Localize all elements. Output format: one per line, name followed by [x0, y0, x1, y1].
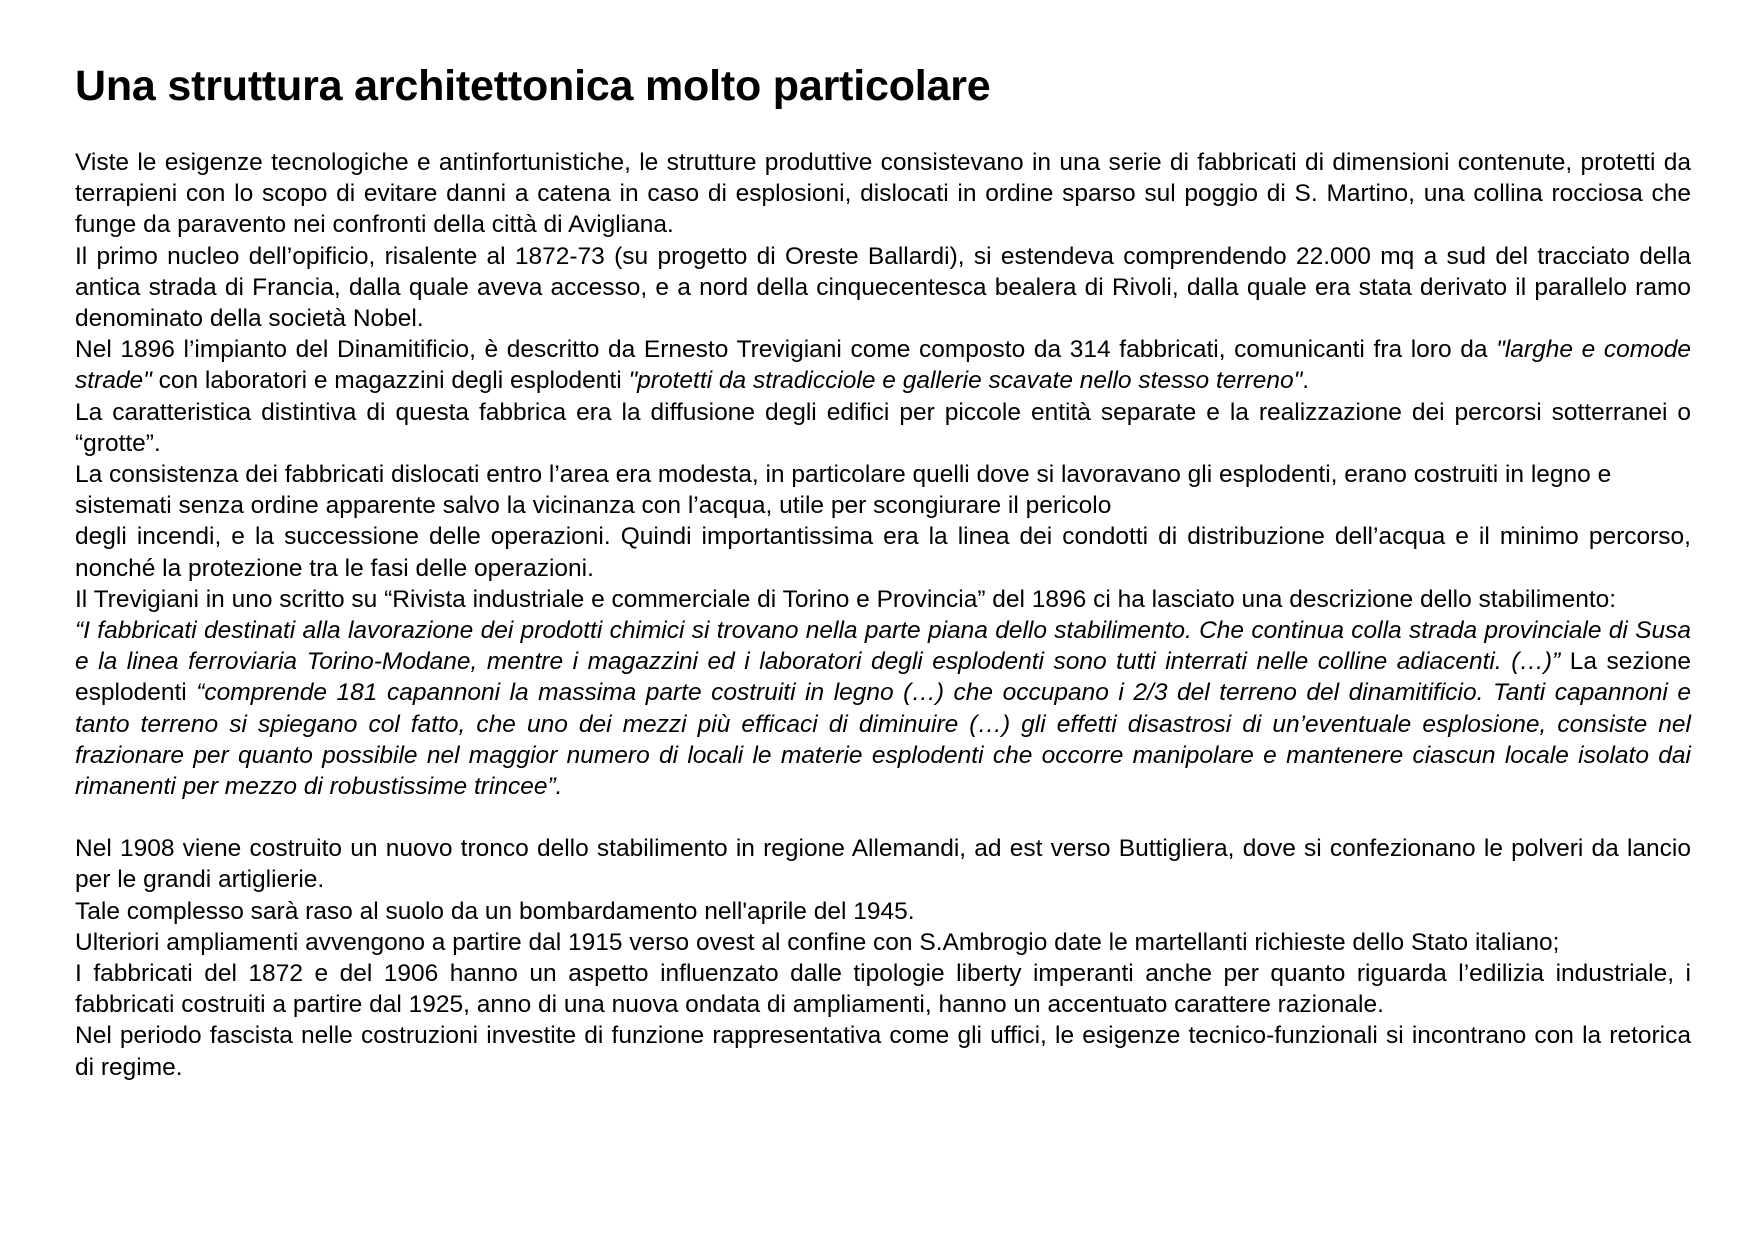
page-title: Una struttura architettonica molto particolare: [75, 62, 991, 110]
paragraph-bombing: Tale complesso sarà raso al suolo da un bombardamento nell'aprile del 1945.: [75, 897, 915, 925]
paragraph-characteristic: La caratteristica distintiva di questa fabbrica era la diffusione degli edifici per piccole entità separate e la realizzazione dei percorsi sotterranei o “grotte”.: [75, 398, 1691, 457]
text-segment: con laboratori e magazzini degli esplodenti: [151, 367, 629, 395]
paragraph-quotation: [75, 615, 1691, 802]
paragraph-first-nucleus: Il primo nucleo dell’opificio, risalente al 1872-73 (su progetto di Oreste Ballardi), si estendeva comprendendo 22.000 mq a sud del tracciato della antica strada di Francia, dalla quale aveva accesso, e a nord della cinquecentesca bealera di Rivoli, dalla quale era stata derivato il parallelo ramo denominato della società Nobel.: [75, 242, 1691, 333]
quote-segment: “comprende 181 capannoni la massima parte costruiti in legno (…) che occupano i 2/3 del terreno del dinamitificio. Tanti capannoni e tanto terreno si spiegano col fatto, che uno dei mezzi più efficaci di diminuire (…) gli effetti disastrosi di un’eventuale esplosione, consiste nel frazionare per quanto possibile nel maggior numero di locali le materie esplodenti che occorre manipolare e mantenere ciascun locale isolato dai rimanenti per mezzo di robustissime trincee”.: [75, 679, 1691, 801]
paragraph-spacer: [75, 802, 1691, 833]
paragraph-intro: Viste le esigenze tecnologiche e antinfortunistiche, le strutture produttive consistevano in una serie di fabbricati di dimensioni contenute, protetti da terrapieni con lo scopo di evitare danni a catena in caso di esplosioni, dislocati in ordine sparso sul poggio di S. Martino, una collina rocciosa che funge da paravento nei confronti della città di Avigliana.: [75, 149, 1691, 239]
text-segment: .: [1302, 367, 1310, 395]
paragraph-consistency: La consistenza dei fabbricati dislocati entro l’area era modesta, in particolare quelli dove si lavoravano gli esplodenti, erano costruiti in legno e sistemati senza ordine apparente salvo la vicinanza con l’acqua, utile per scongiurare il pericolo: [75, 461, 1612, 520]
document-page: [75, 58, 1691, 1083]
paragraph-fires: degli incendi, e la successione delle operazioni. Quindi importantissima era la linea dei condotti di distribuzione dell’acqua e il minimo percorso, nonché la protezione tra le fasi delle operazioni.: [75, 523, 1691, 582]
paragraph-liberty: I fabbricati del 1872 e del 1906 hanno un aspetto influenzato dalle tipologie liberty imperanti anche per quanto riguarda l’edilizia industriale, i fabbricati costruiti a partire dal 1925, anno di una nuova ondata di ampliamenti, hanno un accentuato carattere razionale.: [75, 960, 1691, 1019]
quote-segment: “I fabbricati destinati alla lavorazione dei prodotti chimici si trovano nella parte piana dello stabilimento. Che continua colla strada provinciale di Susa e la linea ferroviaria Torino-Modane, mentre i magazzini ed i laboratori degli esplodenti sono tutti interrati nelle colline adiacenti. (…)”: [75, 617, 1691, 676]
quote-segment: "larghe e comode strade": [75, 336, 1692, 395]
paragraph-trevigiani: Il Trevigiani in uno scritto su “Rivista industriale e commerciale di Torino e Provincia” del 1896 ci ha lasciato una descrizione dello stabilimento:: [75, 585, 1617, 613]
paragraph-fascist-period: Nel periodo fascista nelle costruzioni investite di funzione rappresentativa come gli uffici, le esigenze tecnico-funzionali si incontrano con la retorica di regime.: [75, 1022, 1691, 1081]
paragraph-1908: Nel 1908 viene costruito un nuovo tronco dello stabilimento in regione Allemandi, ad est verso Buttigliera, dove si confezionano le polveri da lancio per le grandi artiglierie.: [75, 835, 1691, 894]
text-segment: La sezione esplodenti: [75, 648, 1691, 707]
paragraph-expansion: Ulteriori ampliamenti avvengono a partire dal 1915 verso ovest al confine con S.Ambrogio date le martellanti richieste dello Stato italiano;: [75, 928, 1560, 956]
quote-segment: "protetti da stradicciole e gallerie scavate nello stesso terreno": [628, 367, 1303, 395]
paragraph-1896-description: [75, 334, 1691, 396]
text-segment: Nel 1896 l’impianto del Dinamitificio, è descritto da Ernesto Trevigiani come composto da 314 fabbricati, comunicanti fra loro da: [75, 336, 1497, 364]
